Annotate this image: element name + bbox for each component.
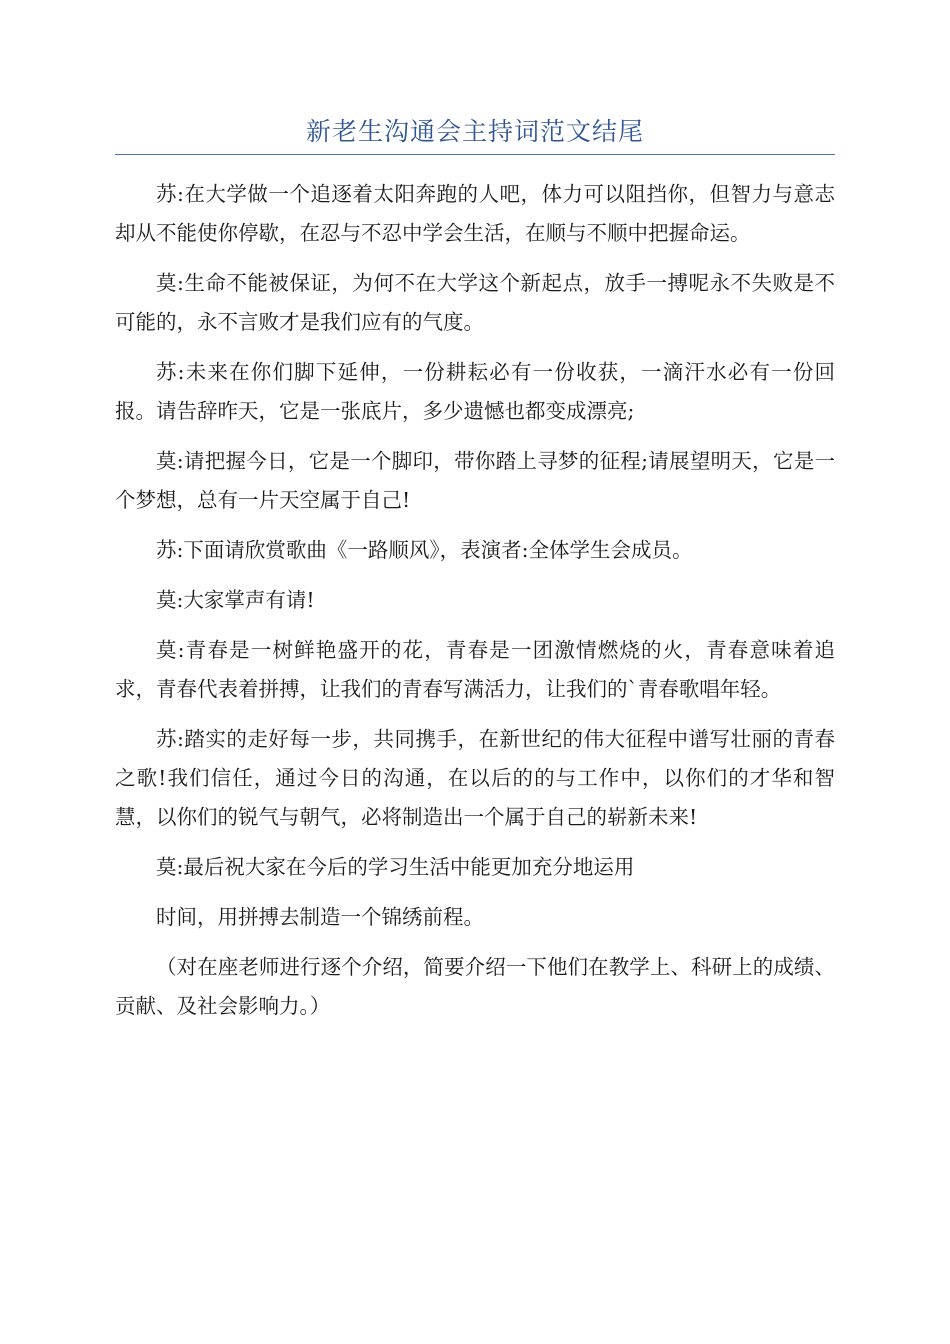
document-title: 新老生沟通会主持词范文结尾 <box>305 117 644 146</box>
paragraph-1: 苏:在大学做一个追逐着太阳奔跑的人吧，体力可以阻挡你，但智力与意志却从不能使你停歇，在忍与不忍中学会生活，在顺与不顺中把握命运。 <box>115 182 835 245</box>
paragraph-5: 苏:下面请欣赏歌曲《一路顺风》，表演者:全体学生会成员。 <box>156 538 693 562</box>
title-underline <box>115 154 835 155</box>
paragraph-9: 莫:最后祝大家在今后的学习生活中能更加充分地运用 <box>156 855 635 879</box>
paragraph-3: 苏:未来在你们脚下延伸，一份耕耘必有一份收获，一滴汗水必有一份回报。请告辞昨天，它是一张底片，多少遗憾也都变成漂亮; <box>115 360 835 423</box>
document-page <box>115 112 835 1037</box>
paragraph-8: 苏:踏实的走好每一步，共同携手，在新世纪的伟大征程中谱写壮丽的青春之歌!我们信任，通过今日的沟通，在以后的的与工作中，以你们的才华和智慧，以你们的锐气与朝气，必将制造出一个属于自己的崭新未来! <box>115 727 835 829</box>
paragraph-6: 莫:大家掌声有请! <box>156 588 315 612</box>
paragraph-7: 莫:青春是一树鲜艳盛开的花，青春是一团激情燃烧的火，青春意味着追求，青春代表着拼搏，让我们的青春写满活力，让我们的`青春歌唱年轻。 <box>115 638 835 701</box>
paragraph-10: 时间，用拼搏去制造一个锦绣前程。 <box>156 905 484 929</box>
paragraph-2: 莫:生命不能被保证，为何不在大学这个新起点，放手一搏呢永不失败是不可能的，永不言败才是我们应有的气度。 <box>115 271 835 334</box>
paragraph-11: （对在座老师进行逐个介绍，简要介绍一下他们在教学上、科研上的成绩、贡献、及社会影响力。） <box>115 955 835 1018</box>
paragraph-4: 莫:请把握今日，它是一个脚印，带你踏上寻梦的征程;请展望明天，它是一个梦想，总有一片天空属于自己! <box>115 449 835 512</box>
